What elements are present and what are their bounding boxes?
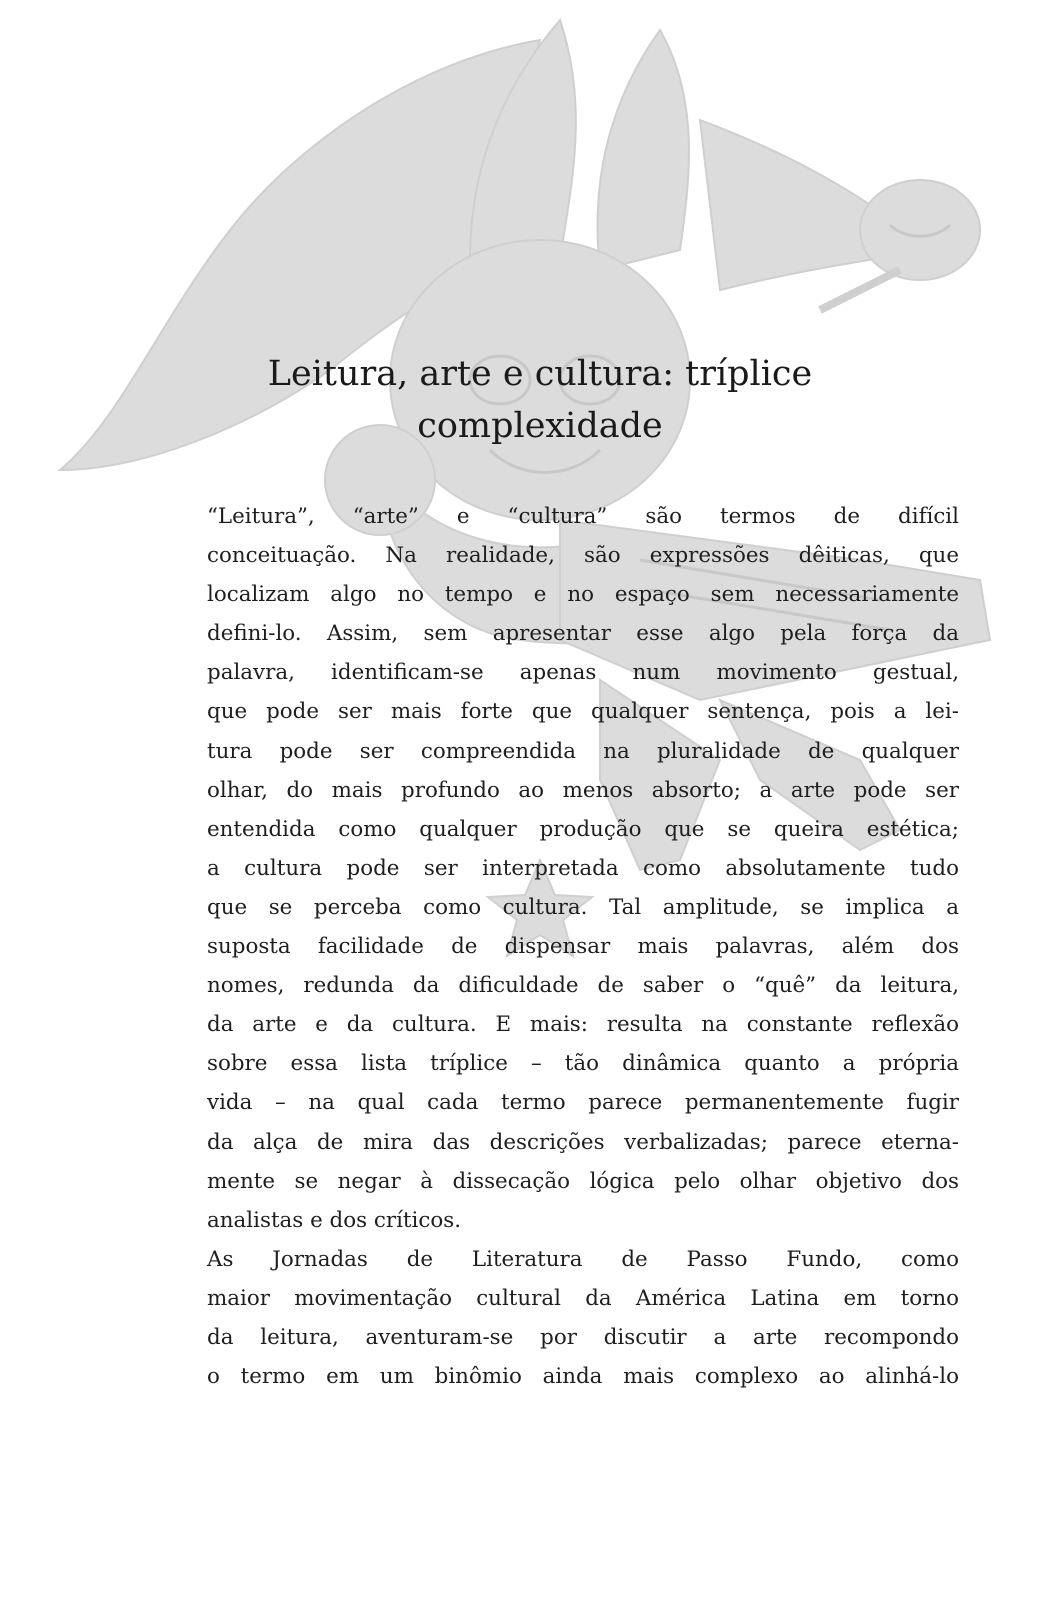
text-line: nomes, redunda da dificuldade de saber o “quê” da leitura, [207,973,959,999]
body-text [139,497,959,1396]
text-line: da alça de mira das descrições verbalizadas; parece eterna- [207,1129,959,1155]
text-line: da arte e da cultura. E mais: resulta na constante reflexão [207,1012,959,1038]
text-line: tura pode ser compreendida na pluralidade de qualquer [207,738,959,764]
text-line: o termo em um binômio ainda mais complexo ao alinhá-lo [207,1364,959,1390]
text-line: entendida como qualquer produção que se queira estética; [207,816,959,842]
text-line: a cultura pode ser interpretada como absolutamente tudo [207,855,959,881]
text-line: maior movimentação cultural da América Latina em torno [207,1285,959,1311]
text-line: defini-lo. Assim, sem apresentar esse algo pela força da [207,621,959,647]
text-line: mente se negar à dissecação lógica pelo olhar objetivo dos [207,1168,959,1194]
text-line: olhar, do mais profundo ao menos absorto; a arte pode ser [207,777,959,803]
text-line: que se perceba como cultura. Tal amplitude, se implica a [207,894,959,920]
text-line: localizam algo no tempo e no espaço sem necessariamente [207,582,959,608]
chapter-title-line-1: Leitura, arte e cultura: tríplice [267,354,813,394]
text-line: conceituação. Na realidade, são expressões dêiticas, que [207,543,959,569]
paragraph-1 [139,497,959,1240]
text-line: suposta facilidade de dispensar mais palavras, além dos [207,934,959,960]
chapter-title-line-2: complexidade [417,406,663,446]
text-line: que pode ser mais forte que qualquer sentença, pois a lei- [207,699,959,725]
text-line: analistas e dos críticos. [207,1207,461,1233]
text-line: da leitura, aventuram-se por discutir a arte recompondo [207,1324,959,1350]
chapter-title [200,348,880,452]
text-line: palavra, identificam-se apenas num movimento gestual, [207,660,959,686]
paragraph-2 [139,1240,959,1396]
text-line: sobre essa lista tríplice – tão dinâmica quanto a própria [207,1051,959,1077]
text-line: vida – na qual cada termo parece permanentemente fugir [207,1090,959,1116]
text-line: As Jornadas de Literatura de Passo Fundo, como [207,1246,959,1272]
text-line: “Leitura”, “arte” e “cultura” são termos de difícil [207,504,959,529]
